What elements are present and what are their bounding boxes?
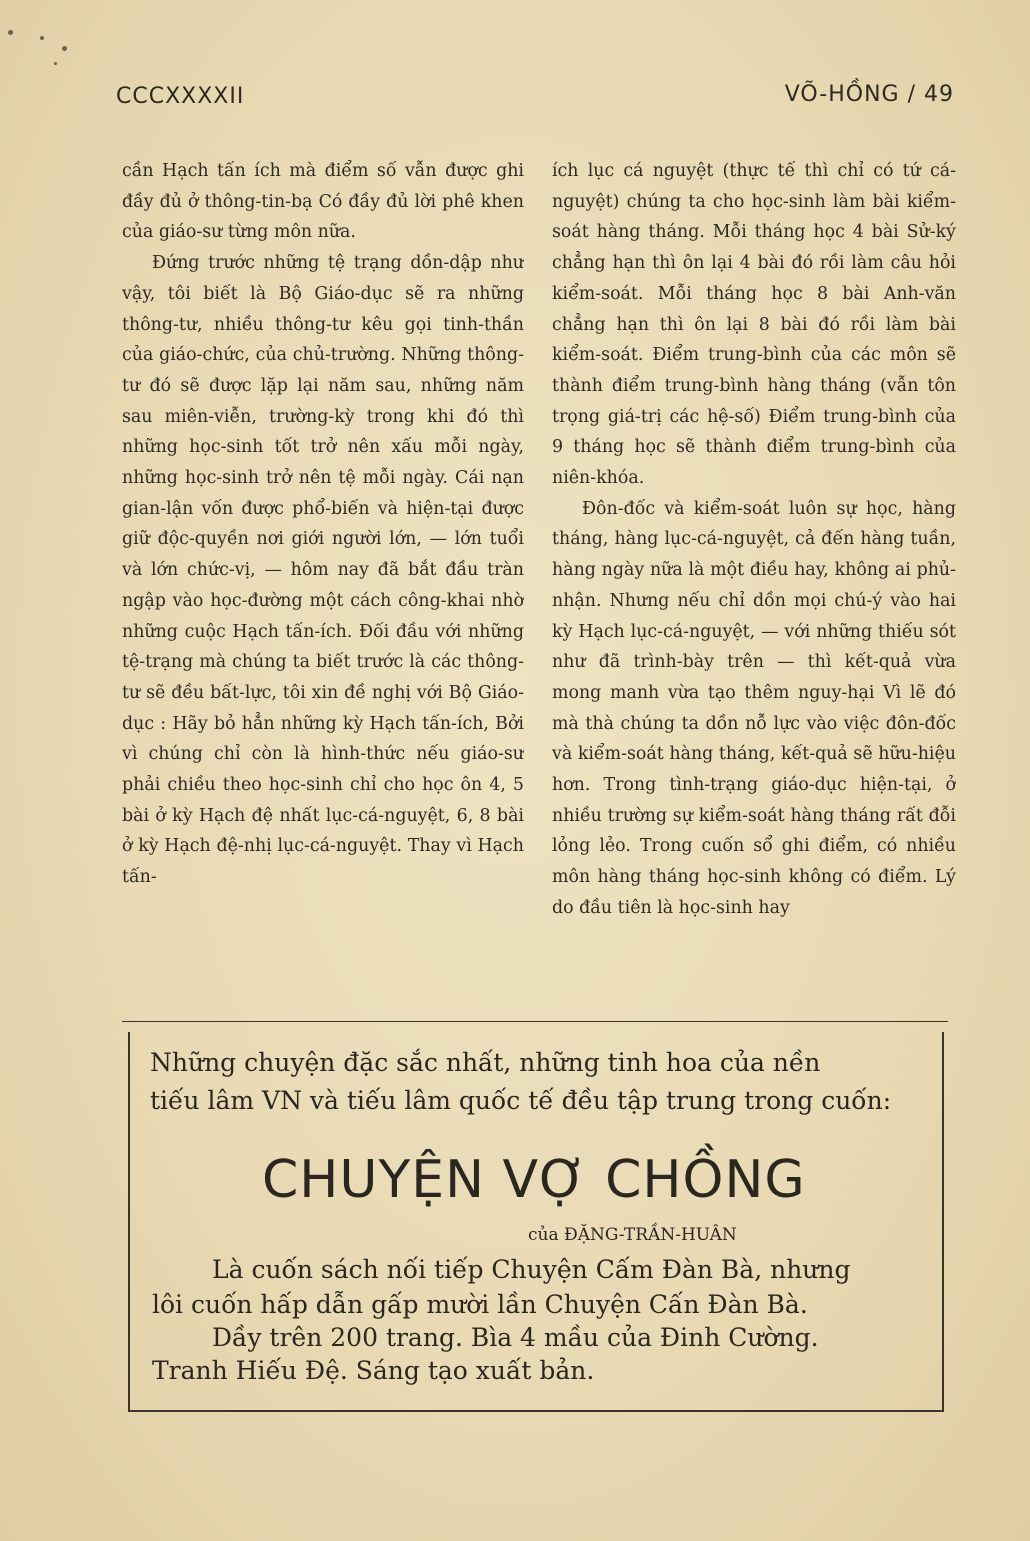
paragraph: ích lục cá nguyệt (thực tế thì chỉ có tứ cá-nguyệt) chúng ta cho học-sinh làm bài kiểm-soát hàng tháng. Mỗi tháng học 4 bài Sử-ký chẳng hạn thì ôn lại 4 bài đó rồi làm câu hỏi kiểm-soát. Mỗi tháng học 8 bài Anh-văn chẳng hạn thì ôn lại 8 bài đó rồi làm bài kiểm-soát. Điểm trung-bình của các môn sẽ thành điểm trung-bình hàng tháng (vẫn tôn trọng giá-trị các hệ-số) Điểm trung-bình của 9 tháng học sẽ thành điểm trung-bình của niên-khóa. [552, 161, 956, 489]
ad-line: Là cuốn sách nối tiếp Chuyện Cấm Đàn Bà, nhưng [212, 1255, 851, 1284]
divider-rule [122, 1021, 948, 1022]
print-speck [40, 36, 44, 40]
text-column-left [122, 156, 524, 1006]
ad-line: Dầy trên 200 trang. Bìa 4 mầu của Đinh Cường. [212, 1323, 819, 1352]
print-speck [62, 46, 67, 51]
ad-book-title: CHUYỆN VỢ CHỒNG [262, 1150, 806, 1210]
print-speck [8, 30, 13, 35]
print-speck [54, 62, 57, 65]
ad-line: Những chuyện đặc sắc nhất, những tinh hoa của nền [150, 1048, 821, 1077]
paragraph: Đứng trước những tệ trạng dồn-dập như vậy, tôi biết là Bộ Giáo-dục sẽ ra những thông-tư, nhiều thông-tư kêu gọi tinh-thần của giáo-chức, của chủ-trường. Những thông-tư đó sẽ được lặp lại năm sau, những năm sau miên-viễn, trường-kỳ trong khi đó thì những học-sinh tốt trở nên xấu mỗi ngày, những học-sinh trở nên tệ mỗi ngày. Cái nạn gian-lận vốn được phổ-biến và hiện-tại được giữ độc-quyền nơi giới người lớn, — lớn tuổi và lớn chức-vị, — hôm nay đã bắt đầu tràn ngập vào học-đường một cách công-khai nhờ những cuộc Hạch tấn-ích. Đối đầu với những tệ-trạng mà chúng ta biết trước là các thông-tư sẽ đều bất-lực, tôi xin đề nghị với Bộ Giáo-dục : Hãy bỏ hẳn những kỳ Hạch tấn-ích, Bởi vì chúng chỉ còn là hình-thức nếu giáo-sư phải chiều theo học-sinh chỉ cho học ôn 4, 5 bài ở kỳ Hạch đệ nhất lục-cá-nguyệt, 6, 8 bài ở kỳ Hạch đệ-nhị lục-cá-nguyệt. Thay vì Hạch tấn- [122, 253, 524, 888]
page-code: CCCXXXXII [116, 84, 245, 109]
text-column-right [552, 156, 956, 1006]
ad-line: tiếu lâm VN và tiếu lâm quốc tế đều tập trung trong cuốn: [150, 1086, 892, 1115]
paragraph: Đôn-đốc và kiểm-soát luôn sự học, hàng tháng, hàng lục-cá-nguyệt, cả đến hàng tuần, hàng ngày nữa là một điều hay, không ai phủ-nhận. Nhưng nếu chỉ dồn mọi chú-ý vào hai kỳ Hạch lục-cá-nguyệt, — với những thiếu sót như đã trình-bày trên — thì kết-quả vừa mong manh vừa tạo thêm nguy-hại Vì lẽ đó mà thà chúng ta dồn nỗ lực vào việc đôn-đốc và kiểm-soát hàng tháng, kết-quả sẽ hữu-hiệu hơn. Trong tình-trạng giáo-dục hiện-tại, ở nhiều trường sự kiểm-soát hàng tháng rất đỗi lỏng lẻo. Trong cuốn sổ ghi điểm, có nhiều môn hàng tháng học-sinh không có điểm. Lý do đầu tiên là học-sinh hay [552, 498, 956, 918]
running-title: VÕ-HỒNG / 49 [784, 82, 954, 107]
ad-author: của ĐẶNG-TRẦN-HUÂN [528, 1225, 737, 1245]
ad-line: Tranh Hiếu Đệ. Sáng tạo xuất bản. [152, 1356, 595, 1385]
ad-line: lôi cuốn hấp dẫn gấp mười lần Chuyện Cấn Đàn Bà. [152, 1290, 808, 1319]
paragraph: cần Hạch tấn ích mà điểm số vẫn được ghi đầy đủ ở thông-tin-bạ Có đầy đủ lời phê khen của giáo-sư từng môn nữa. [122, 161, 524, 243]
